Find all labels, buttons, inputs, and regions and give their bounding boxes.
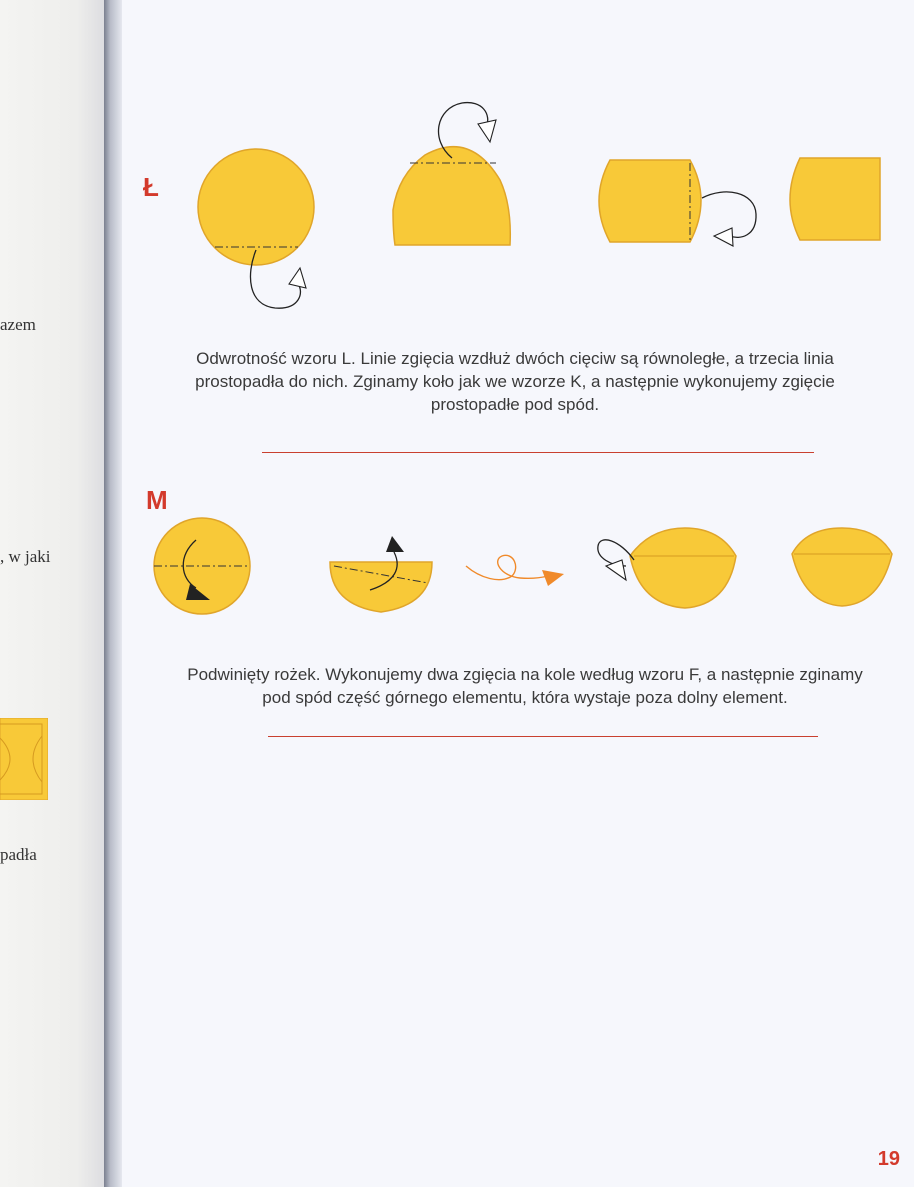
left-page-fragment: , w jaki: [0, 547, 51, 566]
left-page-diagram-image: [0, 718, 48, 800]
caption-line: prostopadła do nich. Zginamy koło jak we wzorze K, a następnie wykonujemy zgięcie: [195, 372, 835, 391]
caption-line: prostopadłe pod spód.: [430, 395, 600, 414]
page-number: 19: [877, 1148, 900, 1170]
caption-line: pod spód część górnego elementu, która wystaje poza dolny element.: [262, 688, 788, 707]
section-m-caption: [140, 663, 910, 709]
caption-line: Podwinięty rożek. Wykonujemy dwa zgięcia na kole według wzoru F, a następnie zginamy: [187, 665, 863, 684]
m-step-5-result: [792, 528, 892, 606]
m-step-2-half-circle: [330, 536, 432, 612]
section-divider: [268, 736, 818, 737]
caption-line: Odwrotność wzoru L. Linie zgięcia wzdłuż dwóch cięciw są równoległe, a trzecia linia: [196, 349, 834, 368]
left-page-fragment: padła: [0, 845, 37, 864]
section-letter-m: M: [146, 485, 168, 515]
section-letter-l: Ł: [143, 172, 159, 202]
m-step-3-arrow: [466, 555, 564, 586]
m-step-4-shape: [598, 528, 736, 608]
m-step-1-circle: [154, 518, 250, 614]
left-page-fragment: azem: [0, 315, 36, 334]
